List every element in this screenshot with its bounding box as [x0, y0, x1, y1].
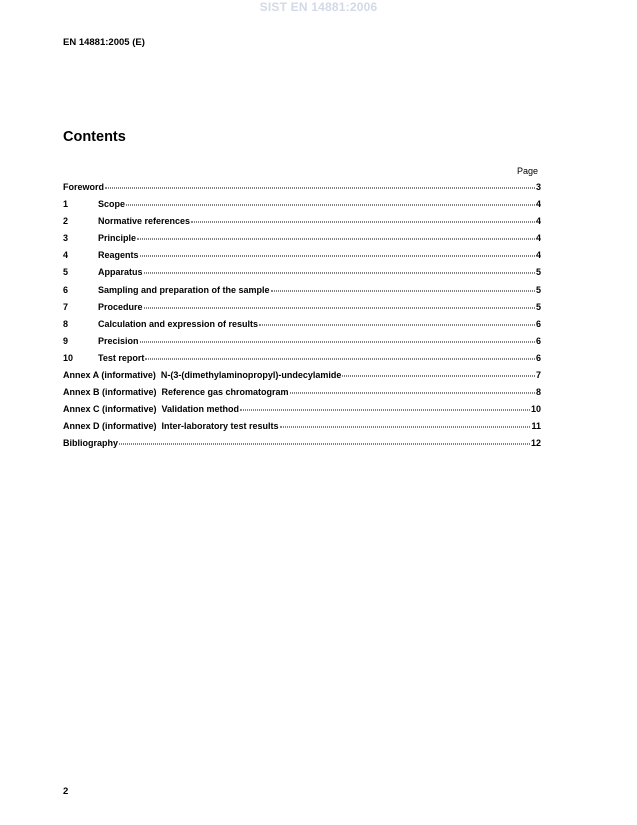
- toc-leader-dots: [271, 290, 535, 291]
- toc-entry-title: Principle: [98, 233, 137, 244]
- page-column-label: Page: [516, 166, 538, 176]
- toc-entry-title: Normative references: [98, 216, 191, 227]
- toc-entry-title: Annex D (informative) Inter-laboratory test results: [63, 421, 279, 432]
- toc-leader-dots: [126, 205, 535, 206]
- toc-entry-number: 2: [63, 216, 69, 227]
- toc-entry[interactable]: [63, 199, 541, 216]
- toc-entry-page: 4: [535, 233, 541, 244]
- toc-entry-number: 7: [63, 301, 69, 312]
- toc-entry-number: 5: [63, 267, 69, 278]
- toc-entry-title: Scope: [98, 199, 126, 210]
- toc-entry[interactable]: [63, 404, 541, 421]
- toc-entry[interactable]: [63, 250, 541, 267]
- toc-entry-page: 6: [535, 318, 541, 329]
- page-number: 2: [63, 786, 69, 797]
- toc-leader-dots: [259, 324, 535, 325]
- toc-entry-title: Precision: [98, 335, 139, 346]
- toc-entry-page: 4: [535, 216, 541, 227]
- toc-leader-dots: [140, 256, 535, 257]
- toc-entry[interactable]: [63, 421, 541, 438]
- toc-entry-title: Annex A (informative) N-(3-(dimethylaminopropyl)-undecylamide: [63, 370, 342, 381]
- contents-heading: Contents: [63, 129, 126, 145]
- toc-entry[interactable]: [63, 285, 541, 302]
- toc-leader-dots: [144, 273, 535, 274]
- toc-entry-title: Procedure: [98, 301, 143, 312]
- toc-entry-page: 4: [535, 199, 541, 210]
- toc-entry-number: 4: [63, 250, 69, 261]
- toc-entry[interactable]: [63, 319, 541, 336]
- toc-leader-dots: [137, 239, 535, 240]
- toc-entry-number: 3: [63, 233, 69, 244]
- toc-entry[interactable]: [63, 438, 541, 455]
- toc-entry-title: Apparatus: [98, 267, 143, 278]
- toc-leader-dots: [290, 393, 535, 394]
- toc-entry-page: 10: [530, 404, 541, 415]
- toc-entry-title: Test report: [98, 352, 145, 363]
- toc-leader-dots: [140, 341, 535, 342]
- toc-entry-title: Calculation and expression of results: [98, 318, 259, 329]
- toc-entry-page: 11: [531, 421, 541, 432]
- toc-entry-page: 5: [535, 267, 541, 278]
- toc-entry[interactable]: [63, 233, 541, 250]
- toc-entry-number: 9: [63, 335, 69, 346]
- toc-entry-page: 6: [535, 352, 541, 363]
- document-id: EN 14881:2005 (E): [63, 37, 145, 48]
- toc-entry[interactable]: [63, 336, 541, 353]
- toc-entry[interactable]: [63, 216, 541, 233]
- toc-entry-number: 8: [63, 318, 69, 329]
- toc-entry-page: 12: [530, 438, 541, 449]
- toc-entry-title: Annex B (informative) Reference gas chromatogram: [63, 387, 289, 398]
- toc-leader-dots: [105, 188, 535, 189]
- toc-leader-dots: [119, 444, 530, 445]
- toc-entry-title: Sampling and preparation of the sample: [98, 284, 270, 295]
- toc-entry[interactable]: [63, 353, 541, 370]
- toc-entry-title: Annex C (informative) Validation method: [63, 404, 240, 415]
- toc-entry-page: 4: [535, 250, 541, 261]
- toc-entry-page: 5: [535, 284, 541, 295]
- toc-entry-title: Bibliography: [63, 438, 119, 449]
- toc-leader-dots: [145, 358, 535, 359]
- toc-entry-title: Foreword: [63, 182, 105, 192]
- toc-entry[interactable]: [63, 370, 541, 387]
- toc-entry-page: 5: [535, 301, 541, 312]
- toc-leader-dots: [342, 376, 535, 377]
- toc-entry-page: 6: [535, 335, 541, 346]
- toc-leader-dots: [191, 222, 535, 223]
- toc-entry[interactable]: [63, 182, 541, 199]
- toc-entry-number: 6: [63, 284, 69, 295]
- toc-entry[interactable]: [63, 267, 541, 284]
- toc-entry-page: 8: [535, 387, 541, 398]
- toc-entry-page: 7: [535, 370, 541, 381]
- toc-entry-title: Reagents: [98, 250, 139, 261]
- watermark: SIST EN 14881:2006: [259, 0, 378, 14]
- toc-entry[interactable]: [63, 387, 541, 404]
- toc-entry-number: 10: [63, 352, 74, 363]
- toc-leader-dots: [144, 307, 535, 308]
- toc-entry-number: 1: [63, 199, 69, 210]
- toc-leader-dots: [240, 410, 530, 411]
- table-of-contents: [63, 182, 541, 456]
- toc-entry[interactable]: [63, 302, 541, 319]
- toc-entry-page: 3: [535, 182, 541, 192]
- toc-leader-dots: [280, 427, 531, 428]
